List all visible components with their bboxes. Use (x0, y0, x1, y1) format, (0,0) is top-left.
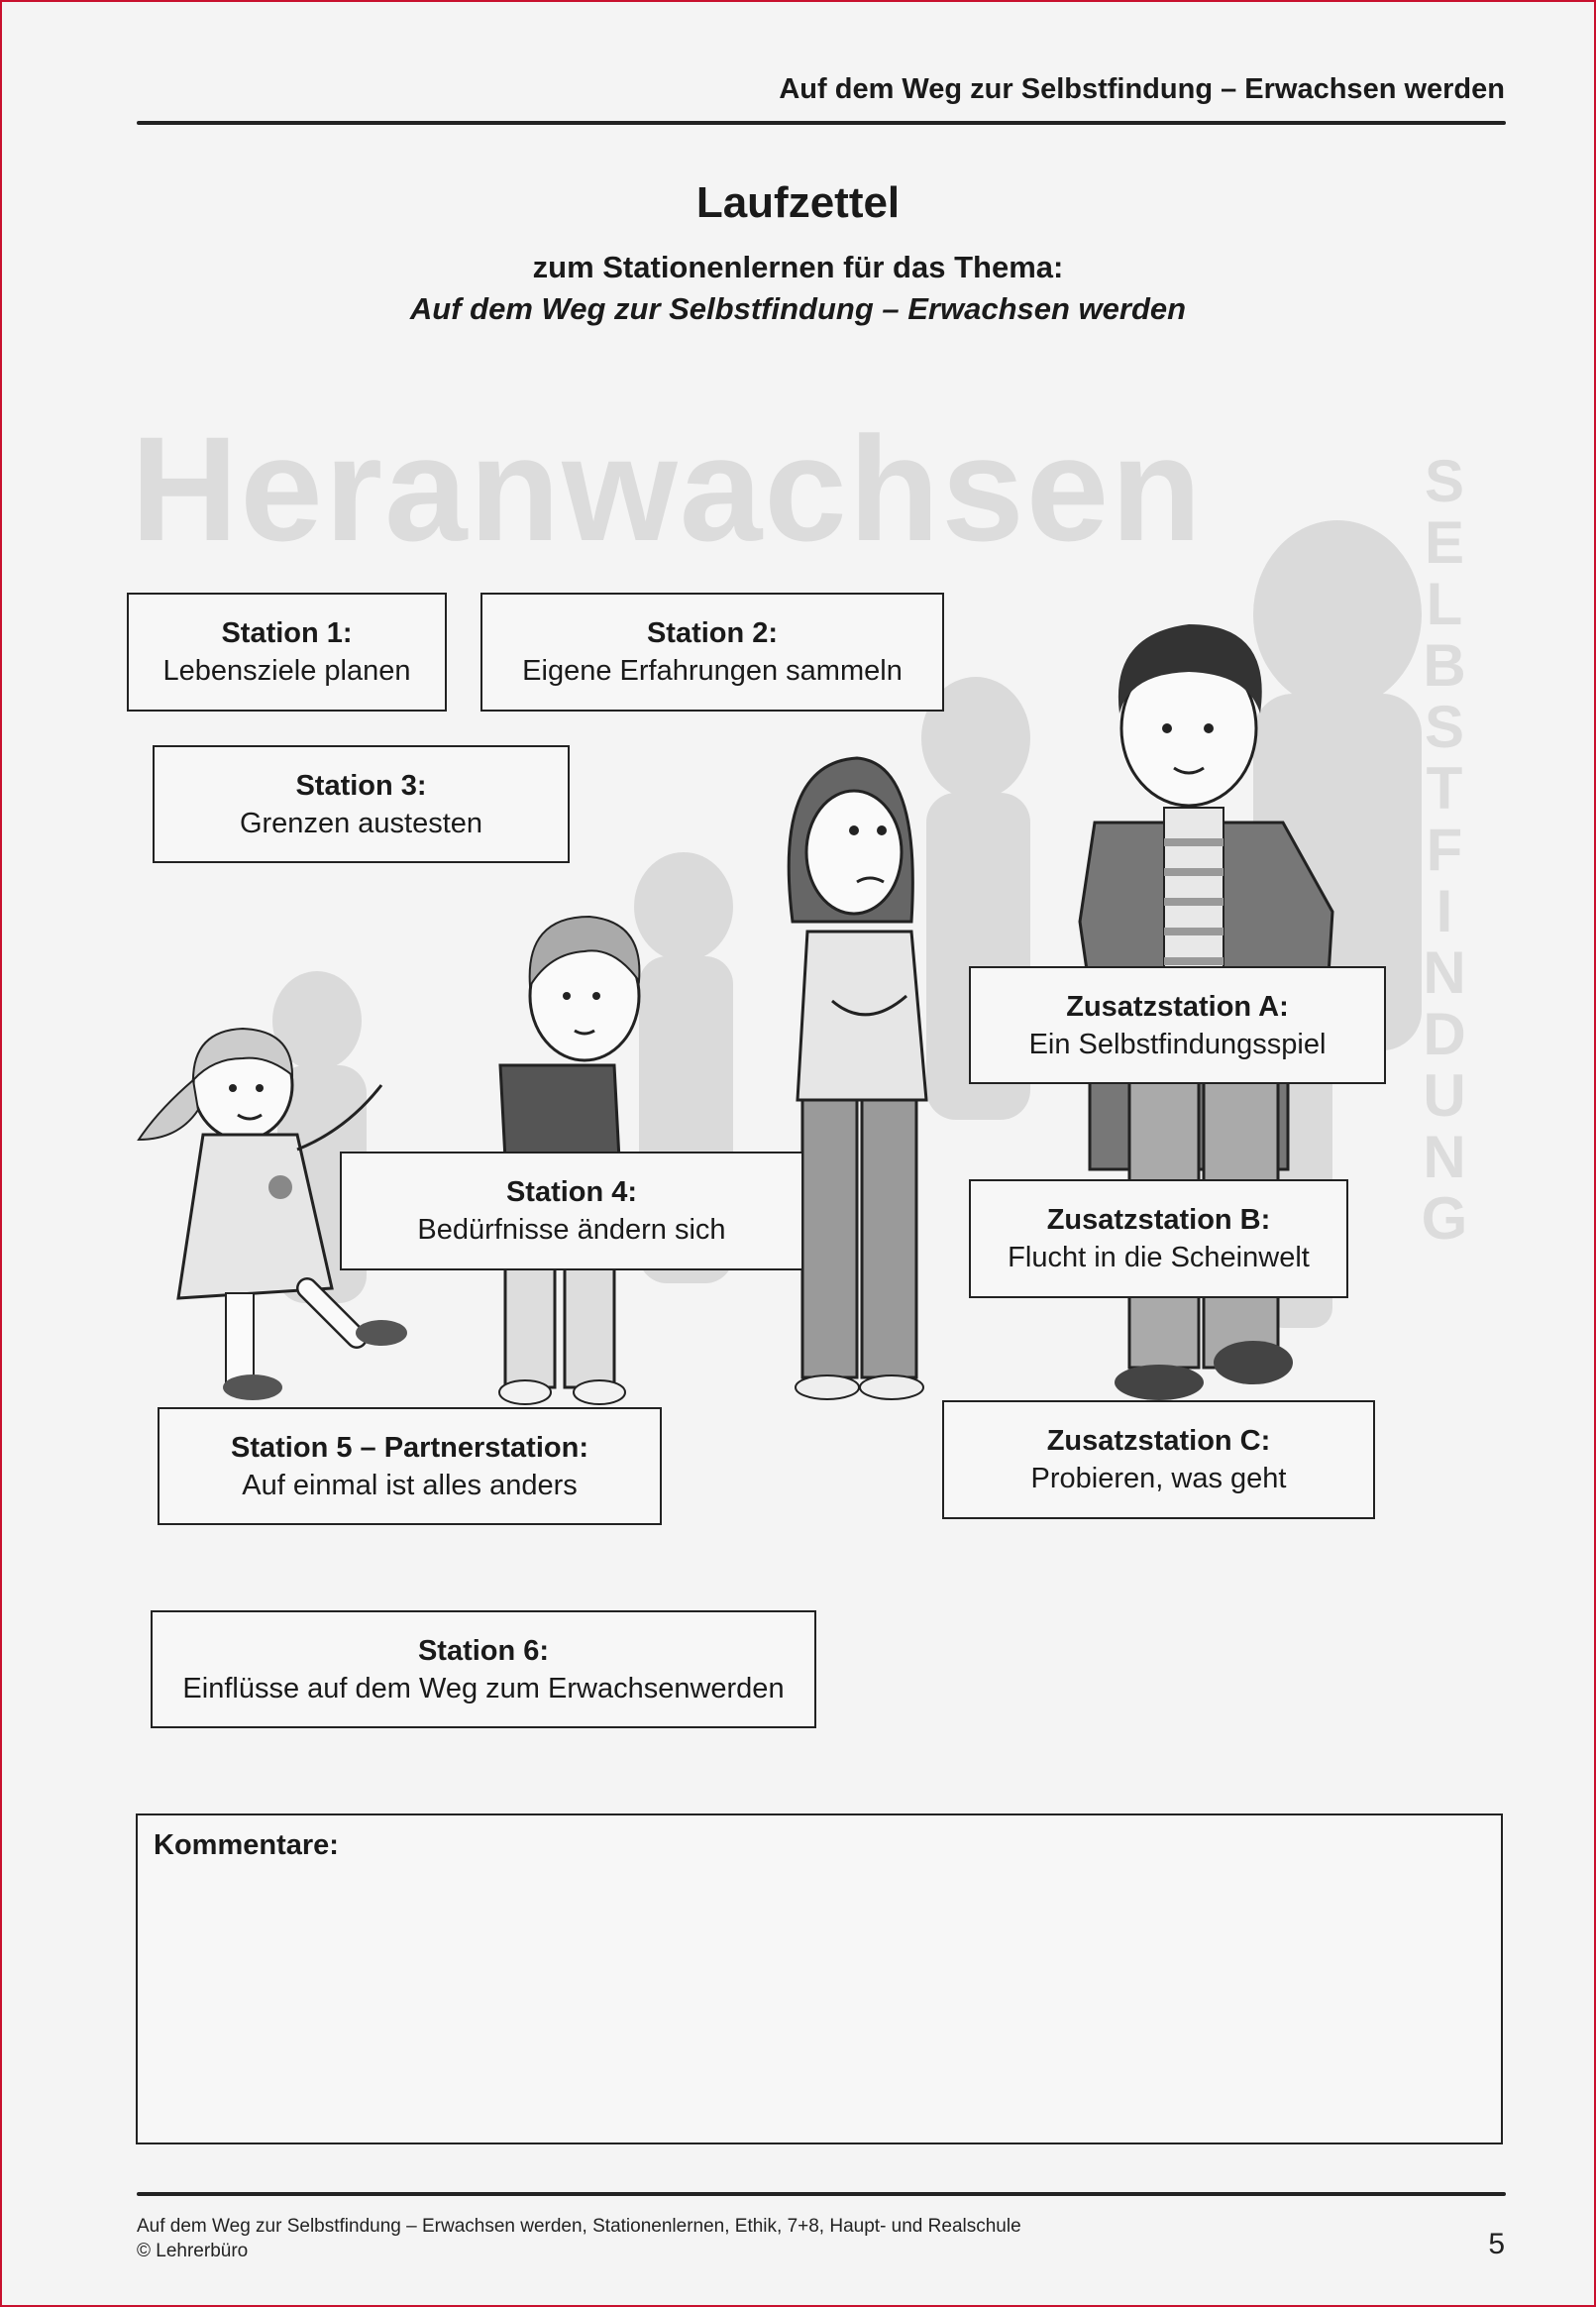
station-title: Zusatzstation B: (1046, 1204, 1271, 1236)
zusatzstation-b-box (969, 1179, 1348, 1298)
watermark-letter: T (1426, 755, 1463, 822)
page-topic: Auf dem Weg zur Selbstfindung – Erwachsen werden (409, 291, 1187, 326)
station-text: Einflüsse auf dem Weg zum Erwachsenwerden (182, 1672, 785, 1704)
station-2-box (480, 593, 944, 712)
page-subtitle: zum Stationenlernen für das Thema: (532, 250, 1064, 284)
station-1-box (127, 593, 447, 712)
watermark-heranwachsen: Heranwachsen (131, 405, 1204, 572)
watermark-letter: F (1426, 817, 1463, 883)
watermark-letter: N (1423, 939, 1466, 1006)
station-6-box (151, 1610, 816, 1728)
teen-girl-figure (789, 758, 926, 1399)
watermark-letter: S (1424, 448, 1465, 514)
comments-box[interactable] (136, 1813, 1503, 2144)
station-title: Station 6: (417, 1634, 550, 1667)
footer (137, 2214, 1021, 2263)
station-text: Probieren, was geht (1030, 1463, 1287, 1494)
watermark-letter: B (1423, 632, 1466, 699)
watermark-letter: S (1424, 694, 1465, 760)
watermark-letter: L (1426, 571, 1463, 637)
watermark-letter: E (1424, 509, 1465, 576)
zusatzstation-a-box (969, 966, 1386, 1084)
station-text: Flucht in die Scheinwelt (1008, 1242, 1310, 1273)
watermark-letter: U (1423, 1062, 1466, 1129)
page-number: 5 (1488, 2228, 1505, 2260)
station-title: Zusatzstation C: (1046, 1425, 1271, 1457)
page-title: Laufzettel (695, 178, 901, 227)
station-3-box (153, 745, 570, 863)
station-text: Ein Selbstfindungsspiel (1028, 1028, 1327, 1060)
watermark-letter: D (1423, 1001, 1466, 1067)
station-title: Station 3: (295, 769, 427, 802)
running-header: Auf dem Weg zur Selbstfindung – Erwachsen werden (779, 73, 1505, 105)
station-text: Lebensziele planen (162, 655, 411, 687)
zusatzstation-c-box (942, 1400, 1375, 1519)
watermark-letter: G (1421, 1185, 1468, 1252)
station-text: Bedürfnisse ändern sich (417, 1214, 726, 1246)
station-text: Auf einmal ist alles anders (242, 1469, 578, 1501)
station-4-box (340, 1152, 803, 1270)
station-title: Zusatzstation A: (1066, 990, 1289, 1023)
footer-copyright: © Lehrerbüro (137, 2241, 249, 2261)
comments-label: Kommentare: (154, 1829, 339, 1861)
watermark-letter: I (1436, 878, 1453, 944)
station-title: Station 5 – Partnerstation: (231, 1431, 588, 1464)
station-text: Eigene Erfahrungen sammeln (522, 655, 903, 687)
station-title: Station 1: (221, 617, 353, 649)
footer-source: Auf dem Weg zur Selbstfindung – Erwachsen werden, Stationenlernen, Ethik, 7+8, Haupt- und Realschule (137, 2216, 1021, 2237)
watermark-letter: N (1423, 1124, 1466, 1190)
footer-rule (137, 2192, 1506, 2196)
station-title: Station 4: (505, 1176, 638, 1208)
station-text: Grenzen austesten (239, 807, 483, 839)
station-title: Station 2: (646, 617, 779, 649)
station-5-box (158, 1407, 662, 1525)
